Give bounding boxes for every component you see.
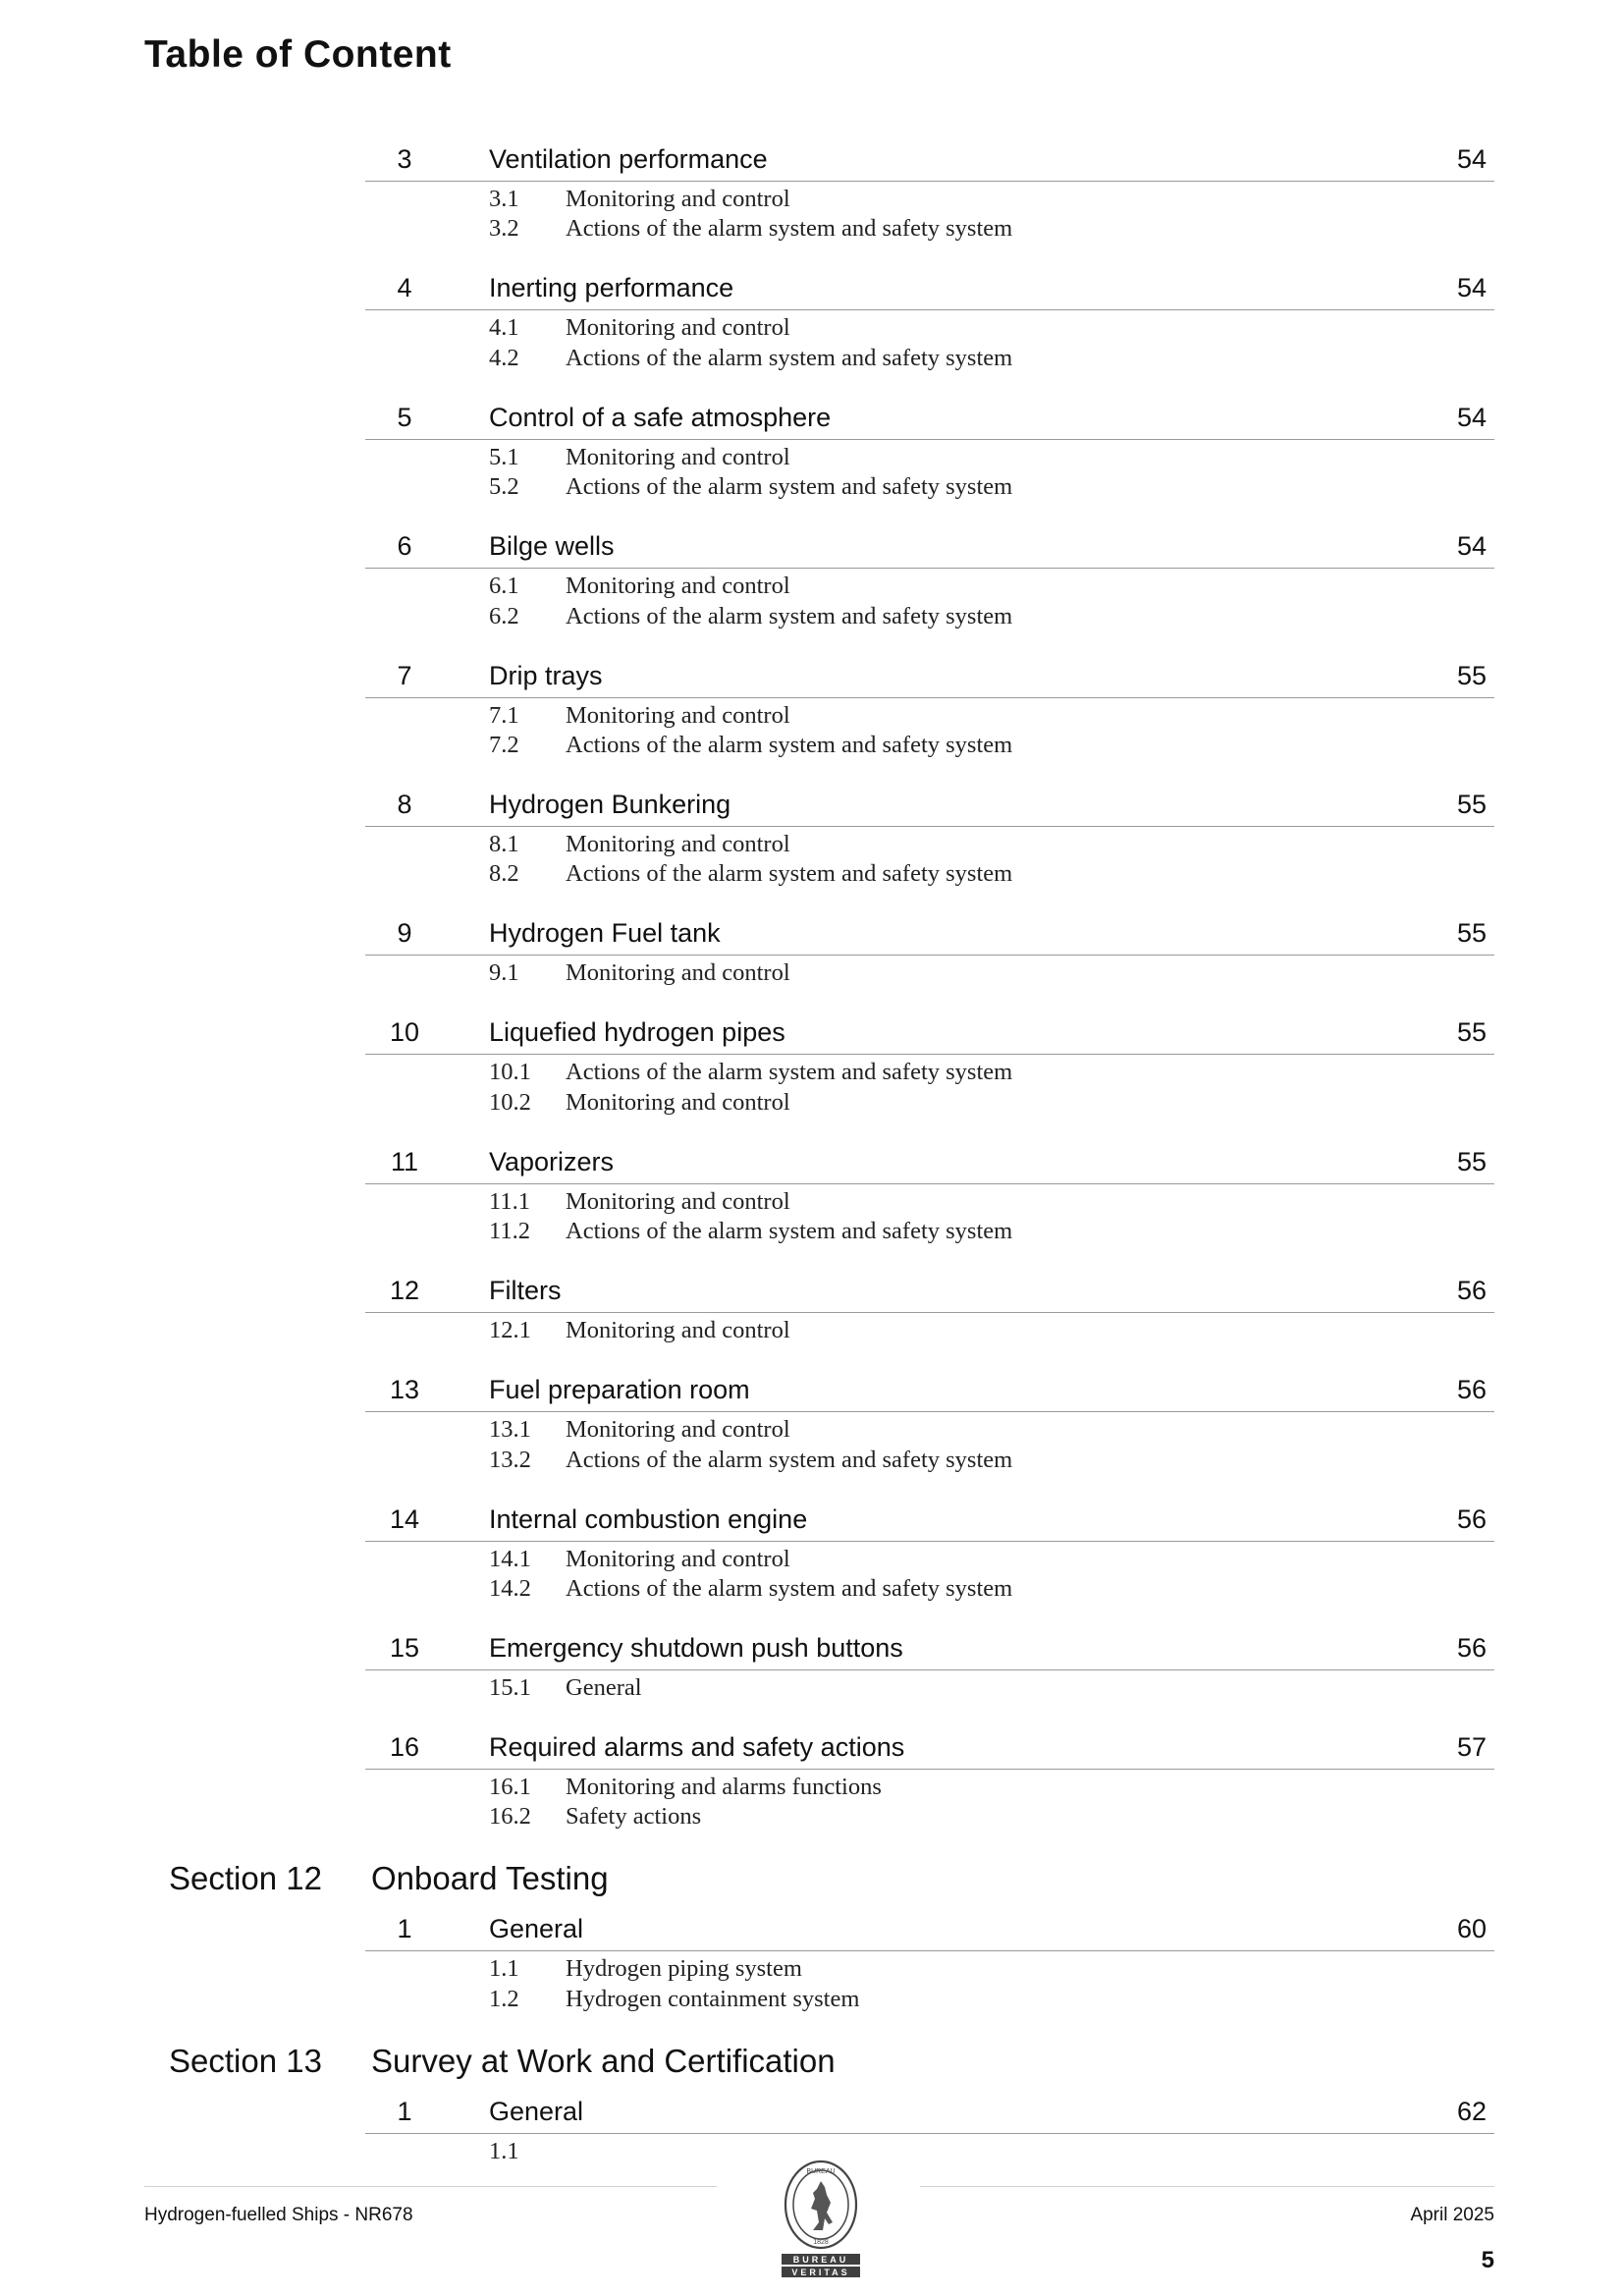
article-title: General: [489, 2096, 584, 2126]
article-page-number: 56: [1456, 1276, 1487, 1306]
subsection-number: 11.1: [489, 1187, 530, 1215]
article-page-number: 55: [1456, 1017, 1487, 1048]
footer-document-title: Hydrogen-fuelled Ships - NR678: [144, 2205, 413, 2225]
subsection-title: Monitoring and control: [566, 1545, 790, 1572]
toc-article-row[interactable]: [365, 1267, 1494, 1313]
bureau-veritas-logo-icon: [774, 2154, 868, 2281]
article-title: Liquefied hydrogen pipes: [489, 1017, 785, 1048]
toc-subsection-row[interactable]: [489, 1187, 790, 1217]
article-number: 4: [397, 273, 412, 303]
subsection-title: Monitoring and alarms functions: [566, 1774, 882, 1800]
subsection-number: 7.1: [489, 701, 519, 729]
toc-subsection-row[interactable]: [489, 1985, 859, 2014]
toc-subsection-row[interactable]: [489, 1217, 1012, 1246]
subsection-title: Actions of the alarm system and safety system: [566, 732, 1013, 758]
subsection-number: 12.1: [489, 1317, 531, 1344]
subsection-number: 1.2: [489, 1985, 519, 2012]
article-page-number: 55: [1456, 1146, 1487, 1176]
footer-rule-left: [144, 2186, 717, 2187]
subsection-number: 1.1: [489, 2137, 519, 2164]
article-page-number: 55: [1456, 790, 1487, 819]
subsection-title: Monitoring and control: [566, 186, 790, 212]
section-label: Section 13: [169, 2042, 322, 2079]
subsection-title: Actions of the alarm system and safety system: [566, 344, 1013, 371]
subsection-title: Monitoring and control: [566, 1416, 790, 1444]
article-page-number: 56: [1456, 1375, 1487, 1405]
article-title: Required alarms and safety actions: [489, 1732, 905, 1762]
article-number: 1: [397, 1914, 412, 1944]
toc-subsection-row[interactable]: [489, 1773, 882, 1802]
article-title: Inerting performance: [489, 273, 734, 303]
article-page-number: 57: [1456, 1732, 1487, 1762]
article-page-number: 54: [1456, 402, 1487, 432]
subsection-title: Hydrogen containment system: [566, 1985, 860, 2012]
article-page-number: 56: [1456, 1503, 1487, 1534]
toc-article-row[interactable]: [365, 1723, 1494, 1770]
subsection-title: Actions of the alarm system and safety system: [566, 602, 1013, 629]
toc-subsection-row[interactable]: [489, 443, 790, 472]
toc-article-row[interactable]: [365, 136, 1494, 182]
article-number: 7: [397, 660, 412, 690]
footer-date: April 2025: [1410, 2205, 1494, 2225]
article-title: Bilge wells: [489, 531, 615, 562]
toc-article-row[interactable]: [365, 1138, 1494, 1184]
toc-article-row[interactable]: [365, 1905, 1494, 1951]
toc-article-row[interactable]: [365, 394, 1494, 440]
article-page-number: 54: [1456, 273, 1487, 303]
article-number: 6: [397, 531, 412, 562]
article-title: Hydrogen Bunkering: [489, 790, 731, 819]
article-title: Internal combustion engine: [489, 1503, 808, 1534]
subsection-title: Monitoring and control: [566, 573, 790, 600]
toc-article-row[interactable]: [365, 652, 1494, 698]
subsection-title: Monitoring and control: [566, 1187, 790, 1215]
article-number: 9: [397, 918, 412, 949]
toc-article-row[interactable]: [365, 1009, 1494, 1055]
article-title: Ventilation performance: [489, 144, 768, 174]
subsection-title: Monitoring and control: [566, 1088, 790, 1116]
subsection-number: 11.2: [489, 1218, 530, 1245]
article-page-number: 60: [1456, 1914, 1487, 1944]
subsection-number: 16.2: [489, 1803, 531, 1831]
toc-article-row[interactable]: [365, 781, 1494, 827]
subsection-title: Monitoring and control: [566, 701, 790, 729]
article-title: Fuel preparation room: [489, 1375, 750, 1405]
article-number: 3: [397, 144, 412, 174]
toc-subsection-row[interactable]: [489, 472, 1012, 502]
footer-rule-right: [920, 2186, 1494, 2187]
section-heading[interactable]: [0, 2041, 1623, 2086]
article-page-number: 55: [1456, 660, 1487, 690]
logo-word-veritas: VERITAS: [791, 2268, 850, 2277]
article-page-number: 54: [1456, 144, 1487, 174]
article-number: 1: [397, 2096, 412, 2126]
toc-article-row[interactable]: [365, 1496, 1494, 1542]
toc-subsection-row[interactable]: [489, 214, 1012, 244]
article-title: Hydrogen Fuel tank: [489, 918, 721, 949]
article-number: 5: [397, 402, 412, 432]
subsection-number: 10.1: [489, 1059, 531, 1086]
subsection-number: 3.2: [489, 215, 519, 243]
subsection-title: Actions of the alarm system and safety system: [566, 473, 1013, 501]
toc-subsection-row[interactable]: [489, 731, 1012, 760]
logo-ring-text: BUREAU: [806, 2168, 836, 2175]
page-title: Table of Content: [144, 33, 452, 76]
toc-subsection-row[interactable]: [489, 572, 790, 601]
toc-subsection-row[interactable]: [489, 1954, 802, 1984]
toc-subsection-row[interactable]: [489, 1545, 790, 1574]
article-page-number: 62: [1456, 2096, 1487, 2126]
subsection-number: 8.1: [489, 831, 519, 857]
subsection-title: Hydrogen piping system: [566, 1955, 802, 1983]
toc-subsection-row[interactable]: [489, 1088, 790, 1118]
subsection-number: 6.2: [489, 602, 519, 629]
subsection-title: Monitoring and control: [566, 831, 790, 857]
subsection-number: 14.1: [489, 1545, 531, 1572]
subsection-title: Safety actions: [566, 1803, 702, 1831]
toc-subsection-row[interactable]: [489, 1673, 642, 1703]
article-title: Drip trays: [489, 660, 603, 690]
toc-subsection-row[interactable]: [489, 1446, 1012, 1475]
toc-subsection-row[interactable]: [489, 1574, 1012, 1604]
article-number: 14: [389, 1503, 420, 1534]
article-page-number: 54: [1456, 531, 1487, 562]
subsection-title: Actions of the alarm system and safety system: [566, 1575, 1013, 1602]
subsection-number: 9.1: [489, 959, 519, 987]
section-label: Section 12: [169, 1860, 322, 1897]
toc-article-row[interactable]: [365, 1624, 1494, 1670]
article-title: Control of a safe atmosphere: [489, 402, 832, 432]
toc-subsection-row[interactable]: [489, 1058, 1012, 1087]
article-page-number: 56: [1456, 1633, 1487, 1663]
section-heading[interactable]: [0, 1858, 1623, 1903]
toc-subsection-row[interactable]: [489, 1316, 790, 1345]
toc-subsection-row[interactable]: [489, 701, 790, 731]
article-number: 15: [389, 1633, 420, 1663]
subsection-title: Monitoring and control: [566, 1317, 790, 1344]
article-number: 11: [390, 1146, 419, 1176]
page-number: 5: [1481, 2247, 1494, 2273]
article-title: General: [489, 1914, 584, 1944]
toc-subsection-row[interactable]: [489, 830, 790, 859]
article-title: Emergency shutdown push buttons: [489, 1633, 903, 1663]
toc-article-row[interactable]: [365, 264, 1494, 310]
subsection-number: 5.1: [489, 443, 519, 470]
toc-subsection-row[interactable]: [489, 1802, 701, 1831]
toc-subsection-row[interactable]: [489, 859, 1012, 889]
subsection-number: 6.1: [489, 573, 519, 600]
subsection-number: 3.1: [489, 186, 519, 212]
subsection-number: 7.2: [489, 732, 519, 758]
article-number: 8: [397, 790, 412, 819]
article-page-number: 55: [1456, 918, 1487, 949]
subsection-title: Monitoring and control: [566, 314, 790, 342]
article-title: Filters: [489, 1276, 562, 1306]
subsection-title: Actions of the alarm system and safety system: [566, 860, 1013, 888]
subsection-number: 4.2: [489, 344, 519, 371]
subsection-number: 14.2: [489, 1575, 531, 1602]
subsection-number: 15.1: [489, 1674, 531, 1701]
toc-subsection-row[interactable]: [489, 313, 790, 343]
subsection-title: Actions of the alarm system and safety system: [566, 1446, 1013, 1473]
toc-subsection-row[interactable]: [489, 602, 1012, 631]
subsection-title: Actions of the alarm system and safety system: [566, 215, 1013, 243]
toc-subsection-row[interactable]: [489, 2137, 566, 2166]
article-number: 10: [389, 1017, 420, 1048]
toc-article-row[interactable]: [365, 1366, 1494, 1412]
logo-word-bureau: BUREAU: [792, 2255, 849, 2265]
article-number: 12: [389, 1276, 420, 1306]
toc-article-row[interactable]: [365, 909, 1494, 956]
subsection-number: 13.1: [489, 1416, 531, 1444]
subsection-number: 13.2: [489, 1446, 531, 1473]
toc-subsection-row[interactable]: [489, 185, 790, 214]
toc-subsection-row[interactable]: [489, 958, 790, 988]
subsection-title: Monitoring and control: [566, 443, 790, 470]
subsection-number: 10.2: [489, 1088, 531, 1116]
subsection-number: 4.1: [489, 314, 519, 342]
subsection-number: 1.1: [489, 1955, 519, 1983]
subsection-title: Actions of the alarm system and safety system: [566, 1218, 1013, 1245]
section-title: Survey at Work and Certification: [371, 2042, 836, 2079]
logo-year: 1828: [813, 2239, 829, 2246]
article-number: 16: [389, 1732, 420, 1762]
article-title: Vaporizers: [489, 1146, 615, 1176]
section-title: Onboard Testing: [371, 1860, 609, 1897]
subsection-title: Monitoring and control: [566, 959, 790, 987]
subsection-number: 8.2: [489, 860, 519, 888]
subsection-number: 16.1: [489, 1774, 531, 1800]
subsection-title: Actions of the alarm system and safety system: [566, 1059, 1013, 1086]
article-number: 13: [389, 1375, 420, 1405]
subsection-number: 5.2: [489, 473, 519, 501]
toc-article-row[interactable]: [365, 522, 1494, 569]
toc-subsection-row[interactable]: [489, 344, 1012, 373]
toc-subsection-row[interactable]: [489, 1415, 790, 1445]
toc-article-row[interactable]: [365, 2088, 1494, 2134]
subsection-title: General: [566, 1674, 642, 1701]
